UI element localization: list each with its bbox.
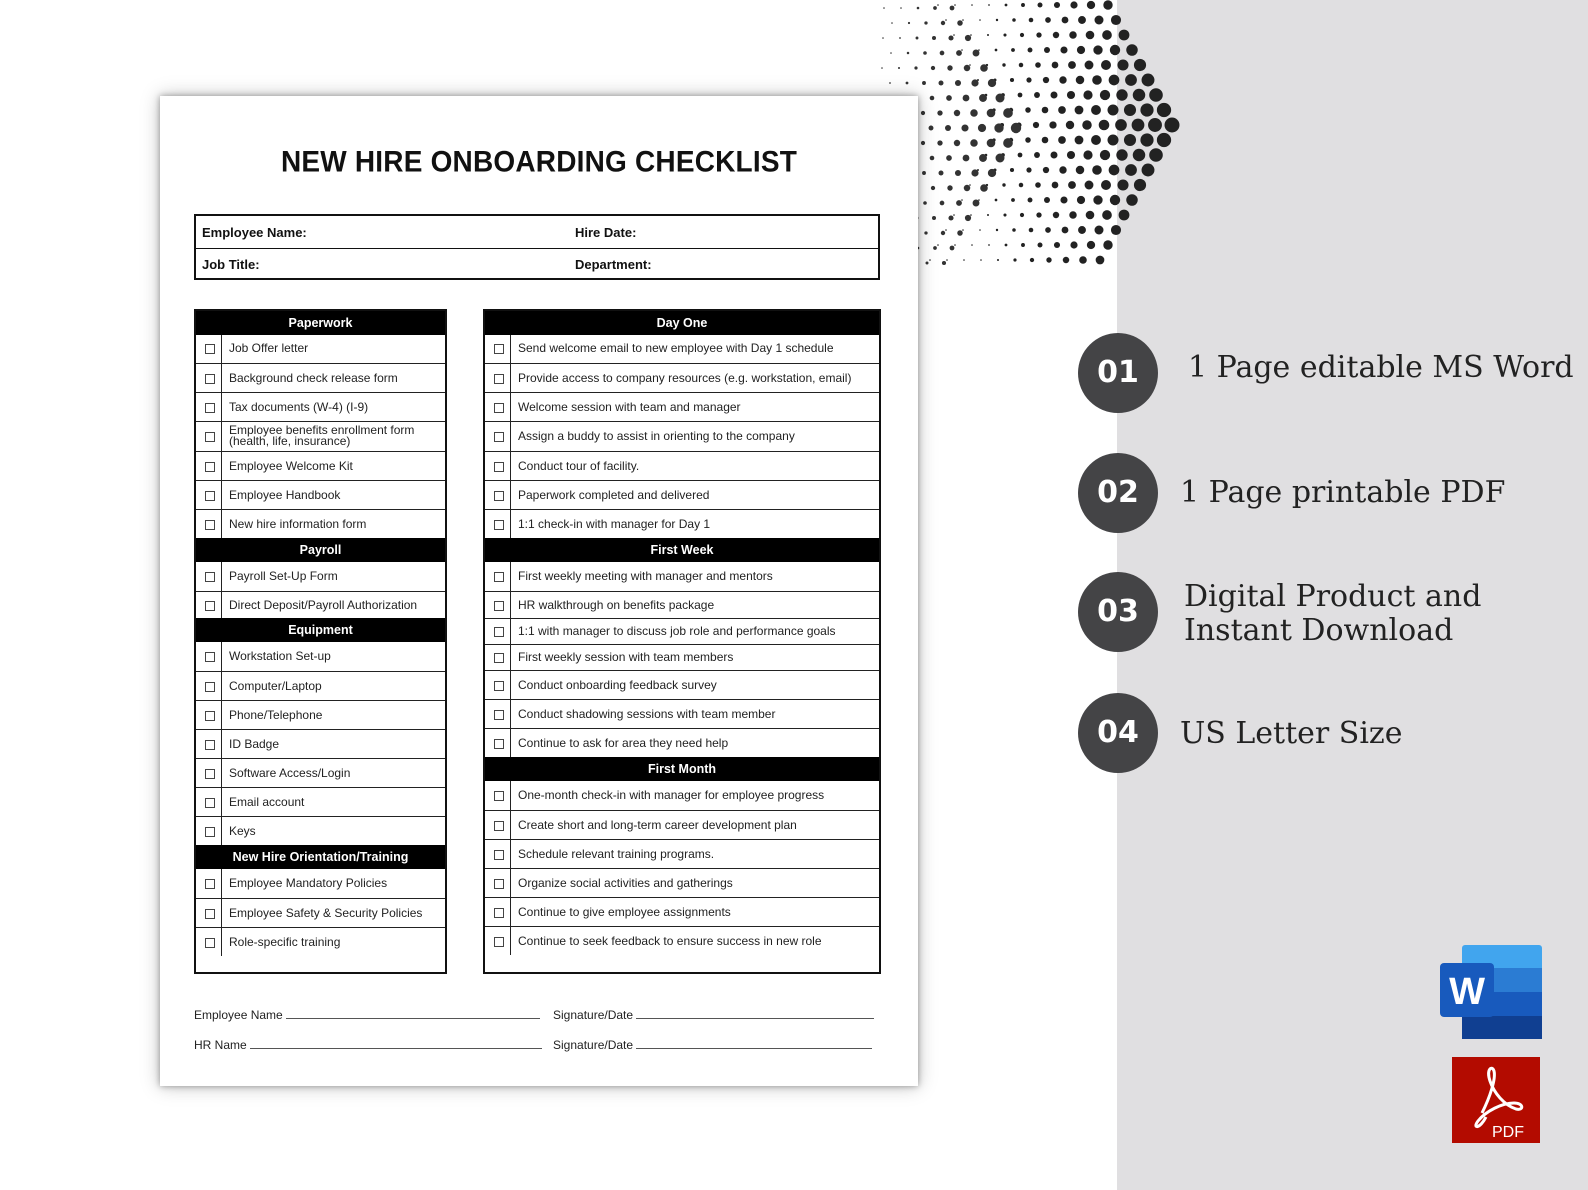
checklist-item-label: Software Access/Login [229,765,351,780]
checklist-item [196,927,445,956]
checklist-item [485,591,879,618]
signature-date-label: Signature/Date [553,1038,634,1052]
row-divider [510,729,511,757]
checklist-item [485,363,879,392]
checklist-item-label: Organize social activities and gatherings [518,875,733,890]
checklist-item-label: Conduct tour of facility. [518,458,640,473]
checkbox-icon[interactable] [205,432,215,442]
row-divider [221,592,222,618]
checklist-item [196,758,445,787]
checklist-item [196,729,445,758]
checklist-item-label: New hire information form [229,516,367,531]
checkbox-icon[interactable] [205,344,215,354]
feature-badge-02: 02 [1078,453,1158,533]
signature-underline [636,1018,874,1019]
checklist-item [196,787,445,816]
checklist-item [485,421,879,451]
row-divider [510,700,511,728]
row-divider [221,364,222,392]
checklist-item [196,509,445,538]
checkbox-icon[interactable] [494,879,504,889]
signature-underline [286,1018,540,1019]
checklist-item-label: Assign a buddy to assist in orienting to the company [518,429,795,443]
checklist-item [485,839,879,868]
row-divider [510,619,511,644]
checklist-item [196,816,445,845]
checklist-item [485,926,879,955]
checklist-item-label: Employee Safety & Security Policies [229,905,423,920]
checklist-item [485,728,879,757]
checkbox-icon[interactable] [205,682,215,692]
row-divider [221,899,222,927]
row-divider [221,452,222,480]
checklist-item-label: HR walkthrough on benefits package [518,597,715,612]
checklist-item-label: Employee benefits enrollment form (health, life, insurance) [229,423,415,448]
checkbox-icon[interactable] [205,711,215,721]
checklist-item [485,392,879,421]
checklist-item [196,392,445,421]
signature-date-label: Signature/Date [553,1008,634,1022]
signature-underline [250,1048,542,1049]
checklist-item-label: Employee Welcome Kit [229,458,353,473]
feature-text-01: 1 Page editable MS Word [1188,350,1574,385]
checklist-item-label: Tax documents (W-4) (I-9) [229,399,369,414]
checklist-item-label: Continue to seek feedback to ensure success in new role [518,933,822,948]
checklist-item-label: ID Badge [229,736,280,751]
row-divider [221,481,222,509]
checklist-item [196,335,445,363]
halftone-chevron-decoration [880,0,1200,270]
checklist-item [485,699,879,728]
checklist-item [196,642,445,671]
checklist-item [485,670,879,699]
checkbox-icon[interactable] [205,938,215,948]
feature-text-03-line2: Instant Download [1184,613,1454,648]
checklist-item-label: Employee Handbook [229,487,341,502]
checklist-document [160,96,918,1086]
checklist-item [485,480,879,509]
row-divider [221,422,222,451]
row-divider [510,927,511,955]
checklist-item [485,781,879,810]
row-divider [510,393,511,421]
pdf-icon-label: PDF [1492,1124,1524,1141]
checklist-item-label: Create short and long-term career development plan [518,817,797,832]
info-row-1 [196,216,878,249]
checklist-item [196,869,445,898]
checklist-item-label: Schedule relevant training programs. [518,846,715,861]
checklist-item [485,644,879,670]
checkbox-icon[interactable] [494,462,504,472]
section-heading-equipment: Equipment [196,618,445,642]
checklist-item [196,451,445,480]
row-divider [510,671,511,699]
checklist-item-label: Payroll Set-Up Form [229,568,338,583]
checkbox-icon[interactable] [494,520,504,530]
checklist-item-label: 1:1 check-in with manager for Day 1 [518,516,711,531]
checklist-item [196,700,445,729]
checklist-item-label: Phone/Telephone [229,707,323,722]
checkbox-icon[interactable] [205,374,215,384]
row-divider [221,759,222,787]
word-icon-letter: W [1449,971,1485,1013]
row-divider [510,562,511,591]
row-divider [221,869,222,898]
feature-text-02: 1 Page printable PDF [1180,475,1506,510]
employee-name-signature-line [194,1008,540,1022]
job-title-field: Job Title: [202,257,260,272]
employee-name-label: Employee Name [194,1008,283,1022]
checklist-item [485,618,879,644]
row-divider [221,788,222,816]
checkbox-icon[interactable] [494,821,504,831]
checklist-item-label: Continue to ask for area they need help [518,735,729,750]
signature-underline [636,1048,872,1049]
section-heading-first-week: First Week [485,538,879,562]
row-divider [510,452,511,480]
checkbox-icon[interactable] [494,908,504,918]
feature-text-04: US Letter Size [1180,716,1403,751]
checkbox-icon[interactable] [205,491,215,501]
hire-date-field: Hire Date: [575,225,637,240]
section-heading-new-hire-orientation-training: New Hire Orientation/Training [196,845,445,869]
checkbox-icon[interactable] [494,344,504,354]
checklist-item-label: Keys [229,823,256,838]
section-heading-day-one: Day One [485,311,879,335]
row-divider [221,730,222,758]
checkbox-icon[interactable] [494,572,504,582]
checkbox-icon[interactable] [494,491,504,501]
feature-text-03-line1: Digital Product and [1184,579,1482,614]
row-divider [510,364,511,392]
checkbox-icon[interactable] [494,850,504,860]
word-icon [1440,945,1542,1039]
section-heading-first-month: First Month [485,757,879,781]
checkbox-icon[interactable] [494,739,504,749]
checklist-item [485,451,879,480]
employee-name-field: Employee Name: [202,225,307,240]
checklist-item [485,897,879,926]
checkbox-icon[interactable] [205,740,215,750]
checklist-item-label: Workstation Set-up [229,648,331,663]
section-heading-payroll: Payroll [196,538,445,562]
row-divider [510,335,511,363]
pdf-icon [1452,1057,1540,1143]
checklist-item-label: Employee Mandatory Policies [229,875,388,890]
row-divider [510,422,511,451]
right-checklist-column [483,309,881,974]
row-divider [221,393,222,421]
info-row-2 [196,248,878,280]
checklist-item-label: Conduct shadowing sessions with team member [518,706,776,721]
hr-name-signature-line [194,1038,542,1052]
feature-badge-01: 01 [1078,333,1158,413]
checklist-item-label: Computer/Laptop [229,678,322,693]
checkbox-icon[interactable] [494,432,504,442]
checkbox-icon[interactable] [494,653,504,663]
row-divider [510,840,511,868]
feature-badge-04: 04 [1078,693,1158,773]
row-divider [221,928,222,956]
checkbox-icon[interactable] [205,520,215,530]
row-divider [221,817,222,845]
row-divider [510,869,511,897]
checklist-item-label: Welcome session with team and manager [518,399,741,414]
checklist-item [485,509,879,538]
row-divider [221,642,222,671]
checklist-item [196,671,445,700]
checklist-item-label: 1:1 with manager to discuss job role and performance goals [518,624,836,638]
checklist-item-label: First weekly meeting with manager and mentors [518,568,773,583]
row-divider [510,781,511,810]
checkbox-icon[interactable] [205,403,215,413]
checklist-item-label: Continue to give employee assignments [518,904,731,919]
employee-info-table [194,214,880,280]
checkbox-icon[interactable] [205,769,215,779]
checkbox-icon[interactable] [205,572,215,582]
checklist-item-label: Email account [229,794,305,809]
checklist-item [196,898,445,927]
row-divider [510,645,511,670]
checkbox-icon[interactable] [494,791,504,801]
signature-date-line-1 [553,1008,874,1022]
checkbox-icon[interactable] [494,403,504,413]
checklist-item-label: Background check release form [229,370,398,385]
checkbox-icon[interactable] [205,909,215,919]
feature-badge-03: 03 [1078,572,1158,652]
row-divider [221,701,222,729]
row-divider [510,592,511,618]
checkbox-icon[interactable] [205,798,215,808]
checkbox-icon[interactable] [494,710,504,720]
checklist-item [196,363,445,392]
checklist-item-label: First weekly session with team members [518,650,734,664]
checkbox-icon[interactable] [494,681,504,691]
left-checklist-column [194,309,447,974]
document-title: NEW HIRE ONBOARDING CHECKLIST [280,145,798,178]
row-divider [510,898,511,926]
checkbox-icon[interactable] [494,374,504,384]
checkbox-icon[interactable] [205,652,215,662]
checkbox-icon[interactable] [205,827,215,837]
row-divider [221,510,222,538]
checkbox-icon[interactable] [205,601,215,611]
section-heading-paperwork: Paperwork [196,311,445,335]
checkbox-icon[interactable] [205,462,215,472]
row-divider [221,672,222,700]
row-divider [510,481,511,509]
checklist-item [196,591,445,618]
checklist-item [485,335,879,363]
row-divider [510,811,511,839]
checklist-item-label: Conduct onboarding feedback survey [518,677,717,692]
checkbox-icon[interactable] [494,937,504,947]
department-field: Department: [575,257,652,272]
checklist-item [485,868,879,897]
checklist-item-label: Send welcome email to new employee with Day 1 schedule [518,341,834,355]
row-divider [221,335,222,363]
checkbox-icon[interactable] [205,879,215,889]
checklist-item-label: Job Offer letter [229,341,309,355]
checklist-item [485,810,879,839]
checklist-item-label: Paperwork completed and delivered [518,487,710,502]
checklist-item [196,562,445,591]
signature-date-line-2 [553,1038,872,1052]
checklist-item-label: Role-specific training [229,934,341,949]
row-divider [510,510,511,538]
checklist-item [196,480,445,509]
checklist-item-label: Direct Deposit/Payroll Authorization [229,597,418,612]
row-divider [221,562,222,591]
checklist-item [485,562,879,591]
checkbox-icon[interactable] [494,627,504,637]
checklist-item-label: Provide access to company resources (e.g. workstation, email) [518,370,852,385]
hr-name-label: HR Name [194,1038,247,1052]
checklist-item-label: One-month check-in with manager for employee progress [518,787,825,802]
checklist-item [196,421,445,451]
checkbox-icon[interactable] [494,601,504,611]
